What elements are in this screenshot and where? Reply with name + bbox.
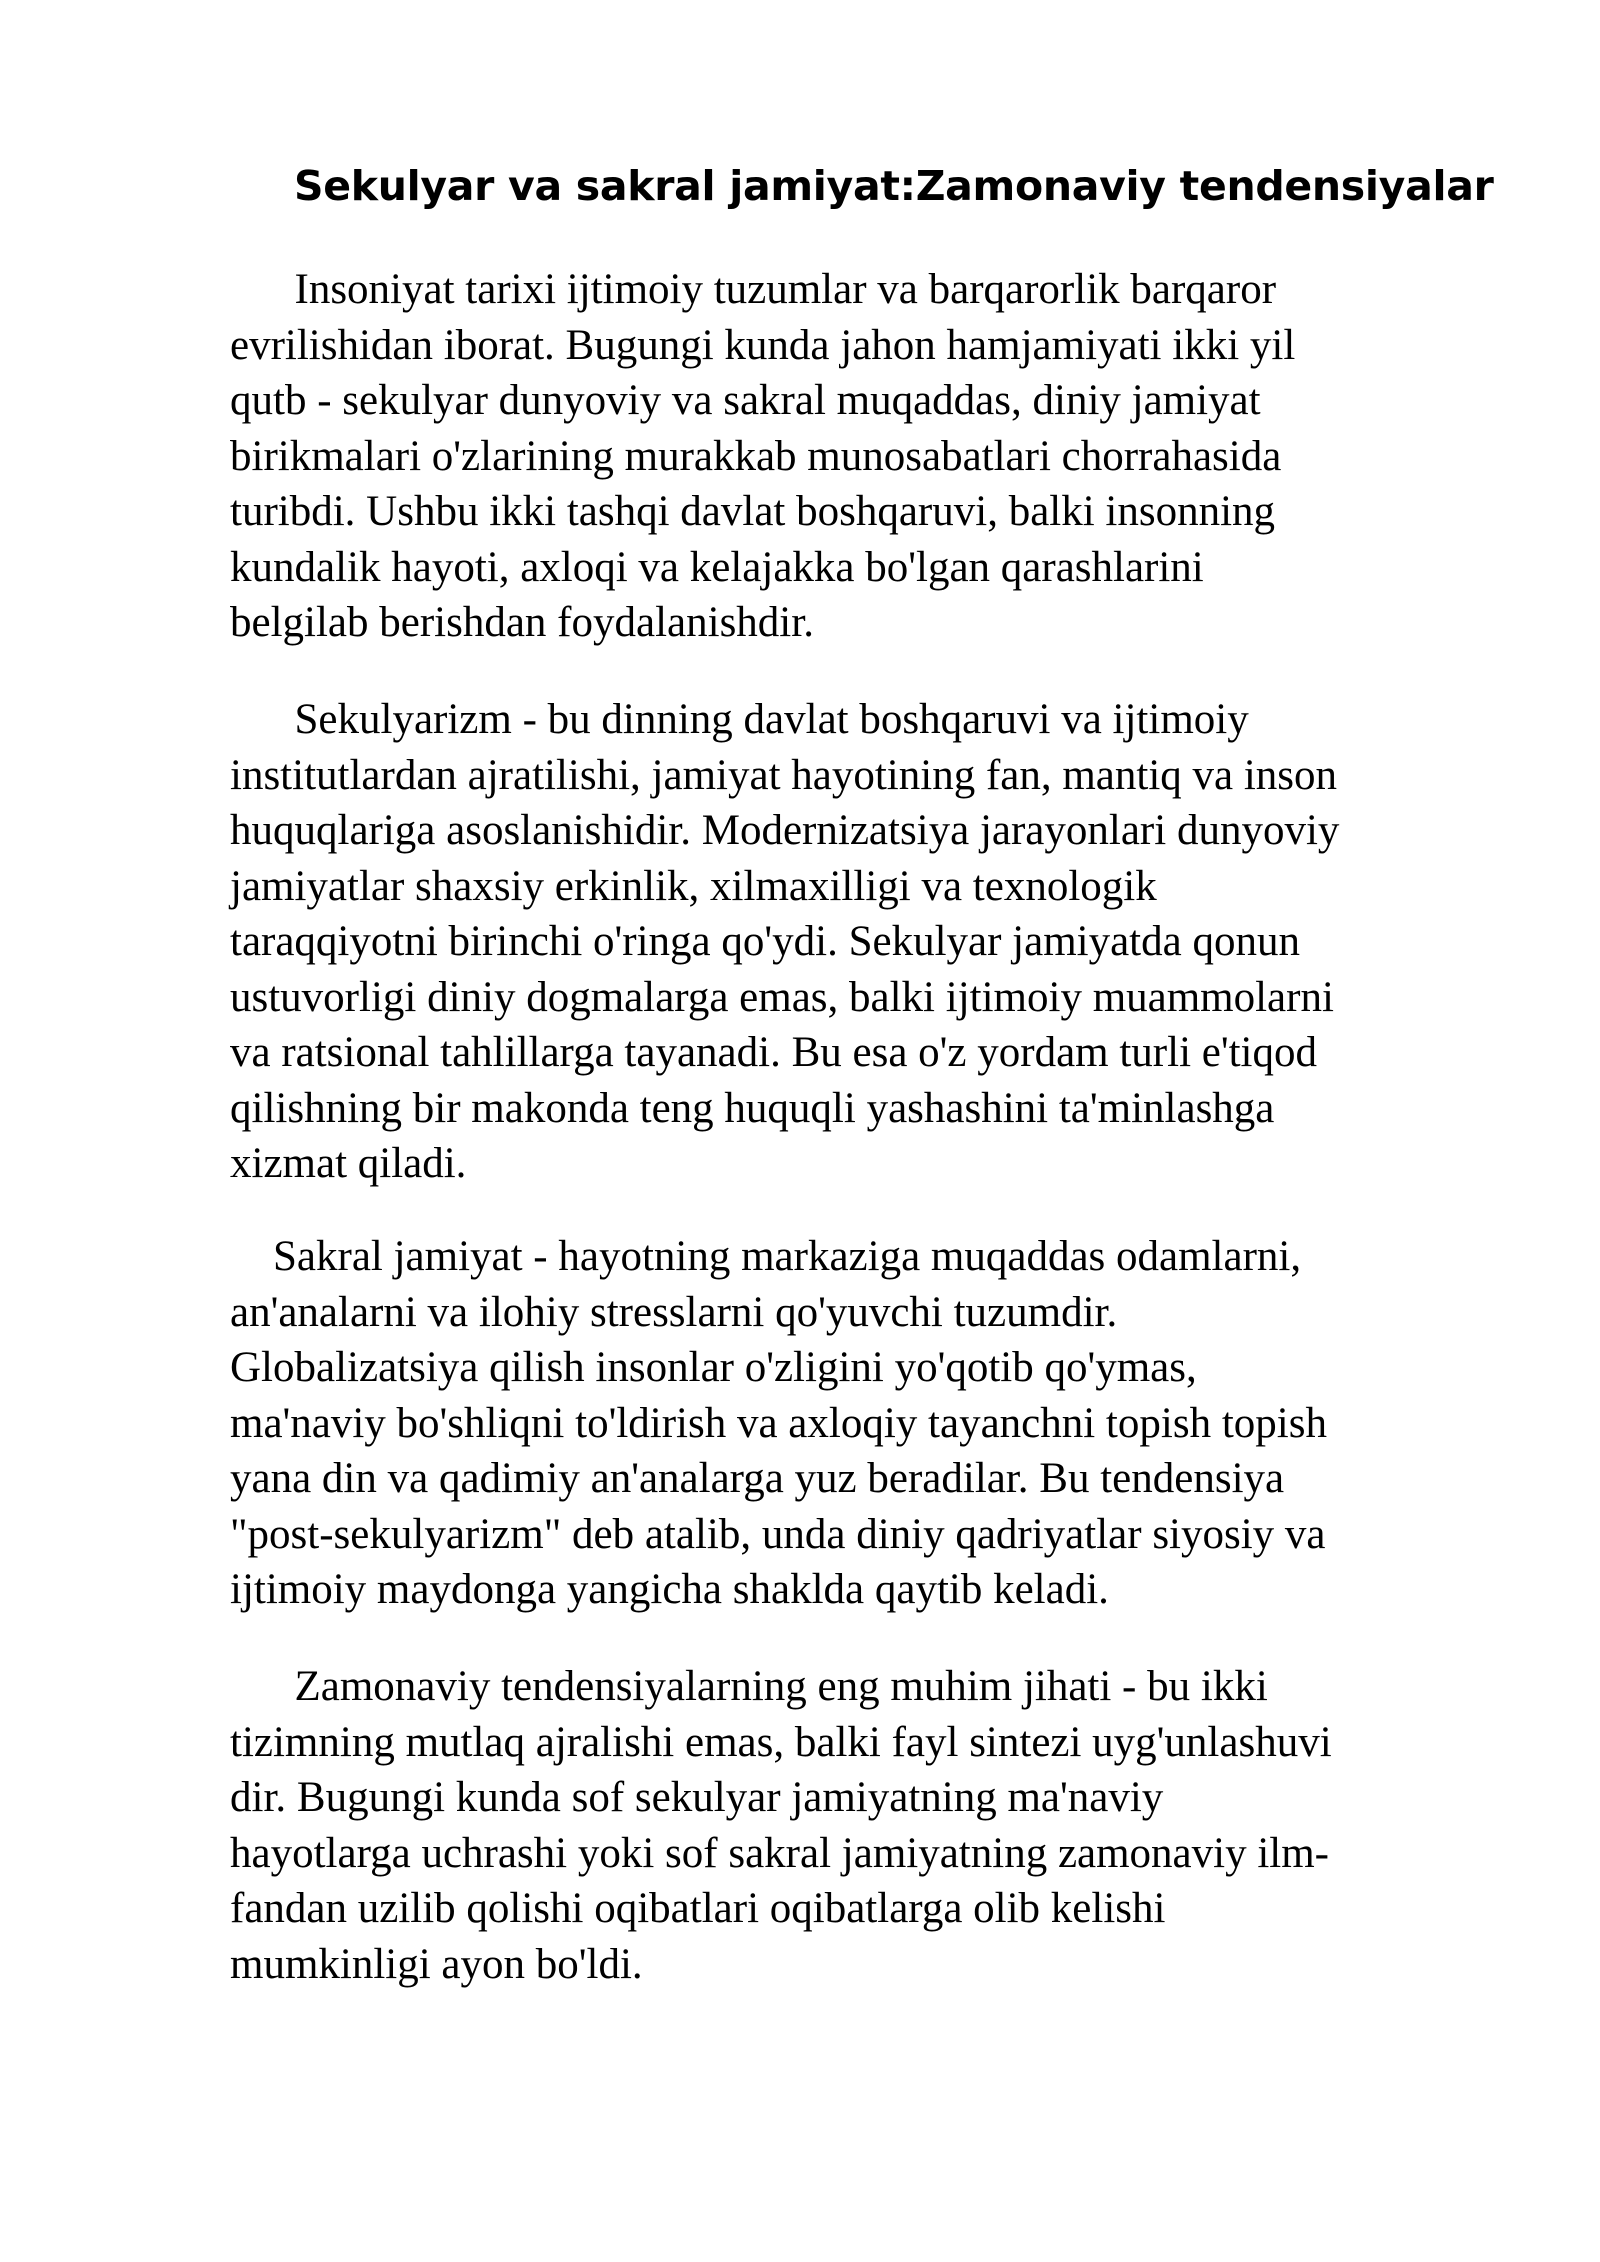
paragraph-line: fandan uzilib qolishi oqibatlari oqibatlarga olib kelishi	[230, 1885, 1166, 1932]
paragraph-line: Zamonaviy tendensiyalarning eng muhim jihati - bu ikki	[230, 1663, 1268, 1710]
paragraph-line: birikmalari o'zlarining murakkab munosabatlari chorrahasida	[230, 432, 1282, 480]
paragraph-line: kundalik hayoti, axloqi va kelajakka bo'lgan qarashlarini	[230, 543, 1204, 591]
paragraph-line: Globalizatsiya qilish insonlar o'zligini yo'qotib qo'ymas,	[230, 1344, 1197, 1391]
paragraph-line: jamiyatlar shaxsiy erkinlik, xilmaxilligi va texnologik	[230, 862, 1157, 910]
paragraph-line: mumkinligi ayon bo'ldi.	[230, 1940, 643, 1988]
paragraph-line: ma'naviy bo'shliqni to'ldirish va axloqiy tayanchni topish topish	[230, 1399, 1327, 1447]
paragraph-line: evrilishidan iborat. Bugungi kunda jahon hamjamiyati ikki yil	[230, 321, 1296, 369]
paragraph-line: "post-sekulyarizm" deb atalib, unda diniy qadriyatlar siyosiy va	[230, 1510, 1326, 1558]
paragraph-3	[230, 1229, 1505, 1618]
paragraph-line: hayotlarga uchrashi yoki sof sakral jamiyatning zamonaviy ilm-	[230, 1829, 1329, 1877]
paragraph-line: Sekulyarizm - bu dinning davlat boshqaruvi va ijtimoiy	[230, 696, 1249, 743]
paragraph-line: turibdi. Ushbu ikki tashqi davlat boshqaruvi, balki insonning	[230, 488, 1276, 535]
paragraph-2	[230, 692, 1505, 1192]
paragraph-line: taraqqiyotni birinchi o'ringa qo'ydi. Sekulyar jamiyatda qonun	[230, 918, 1300, 965]
paragraph-line: xizmat qiladi.	[230, 1140, 467, 1187]
paragraph-line: qutb - sekulyar dunyoviy va sakral muqaddas, diniy jamiyat	[230, 377, 1261, 424]
paragraph-line: yana din va qadimiy an'analarga yuz beradilar. Bu tendensiya	[230, 1455, 1285, 1502]
paragraph-line: institutlardan ajratilishi, jamiyat hayotining fan, mantiq va inson	[230, 751, 1338, 799]
document-title: Sekulyar va sakral jamiyat:Zamonaviy tendensiyalar	[294, 162, 1494, 210]
paragraph-4	[230, 1659, 1505, 1992]
paragraph-line: Sakral jamiyat - hayotning markaziga muqaddas odamlarni,	[230, 1233, 1302, 1280]
paragraph-line: belgilab berishdan foydalanishdir.	[230, 599, 814, 646]
paragraph-line: ustuvorligi diniy dogmalarga emas, balki ijtimoiy muammolarni	[230, 973, 1334, 1021]
paragraph-line: Insoniyat tarixi ijtimoiy tuzumlar va barqarorlik barqaror	[230, 266, 1277, 313]
paragraph-line: tizimning mutlaq ajralishi emas, balki fayl sintezi uyg'unlashuvi	[230, 1718, 1332, 1766]
paragraph-line: an'analarni va ilohiy stresslarni qo'yuvchi tuzumdir.	[230, 1288, 1118, 1336]
paragraph-line: ijtimoiy maydonga yangicha shaklda qaytib keladi.	[230, 1566, 1109, 1613]
paragraph-line: va ratsional tahlillarga tayanadi. Bu esa o'z yordam turli e'tiqod	[230, 1029, 1317, 1076]
paragraph-1	[230, 262, 1505, 651]
paragraph-line: dir. Bugungi kunda sof sekulyar jamiyatning ma'naviy	[230, 1774, 1164, 1821]
paragraph-line: huquqlariga asoslanishidir. Modernizatsiya jarayonlari dunyoviy	[230, 807, 1340, 854]
paragraph-line: qilishning bir makonda teng huquqli yashashini ta'minlashga	[230, 1084, 1275, 1132]
